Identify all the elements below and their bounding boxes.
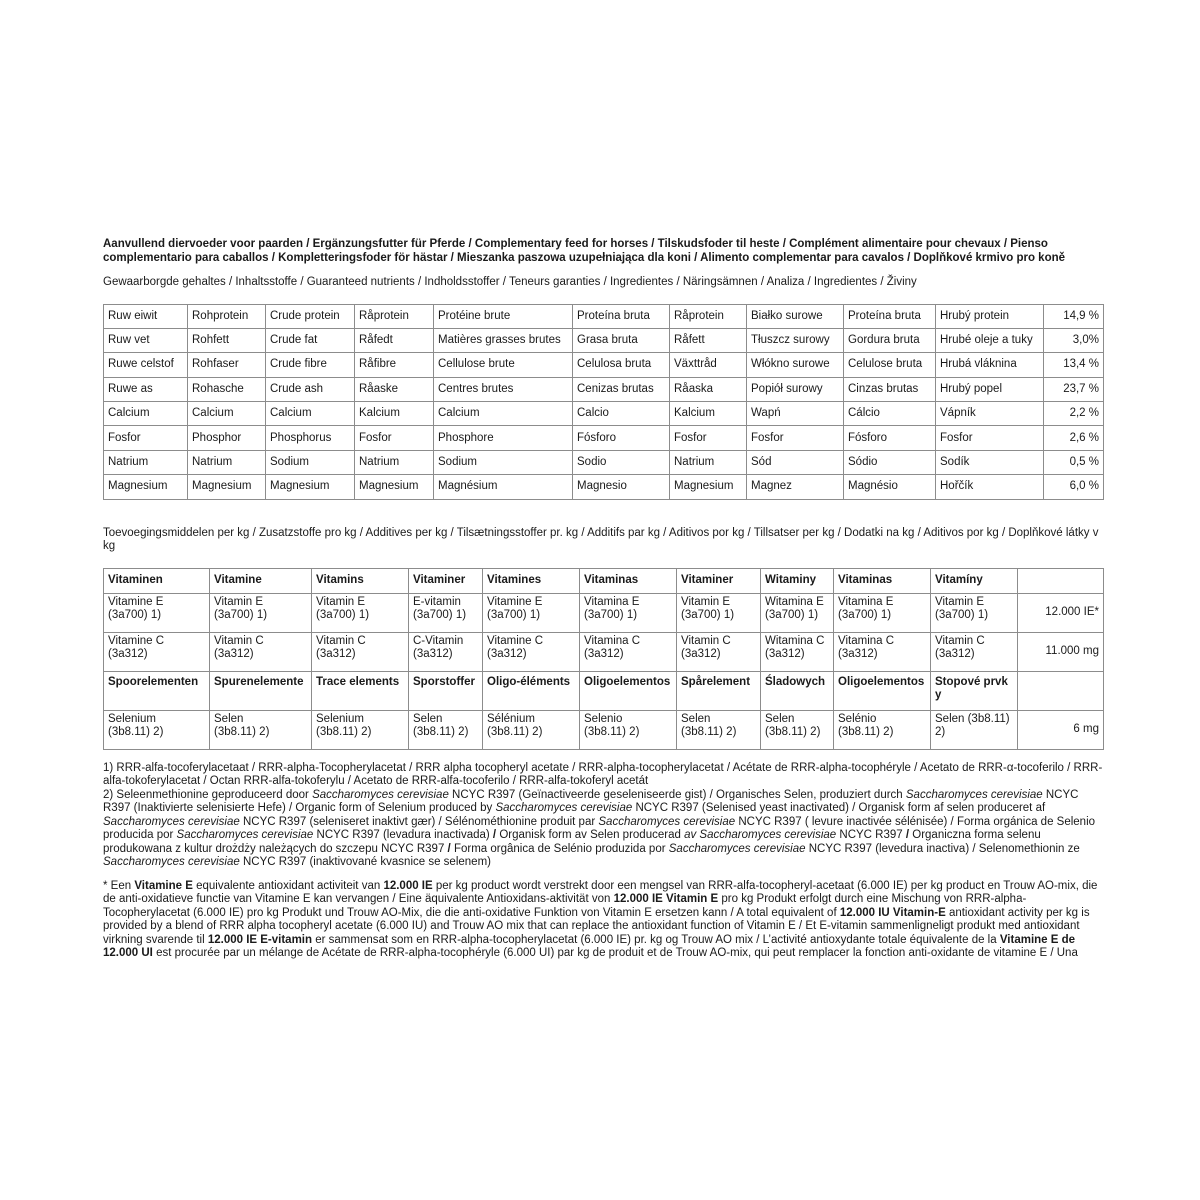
text-run: NCYC R397 (inaktivované kvasnice se selenem) xyxy=(239,856,491,869)
nutrient-name-cell: Råaske xyxy=(355,377,434,401)
vitamins-name-cell xyxy=(580,632,677,671)
vitamins-header-cell: Vitamine xyxy=(210,568,312,593)
nutrient-name-cell: Kalcium xyxy=(355,402,434,426)
trace-elements-header-empty-cell xyxy=(1018,671,1104,710)
nutrient-name-cell: Ruwe as xyxy=(104,377,188,401)
nutrient-name-cell: Fosfor xyxy=(670,426,747,450)
nutrient-name-cell: Fósforo xyxy=(844,426,936,450)
nutrient-name-cell: Cenizas brutas xyxy=(573,377,670,401)
nutrient-name-cell: Phosphor xyxy=(188,426,266,450)
nutrient-name-cell: Calcium xyxy=(266,402,355,426)
vitamins-name: Vitamin E xyxy=(316,595,366,608)
vitamins-name: C-Vitamin xyxy=(413,634,464,647)
trace-elements-header-cell: Stopové prvky xyxy=(931,671,1018,710)
vitamins-name: Vitamina E xyxy=(838,595,894,608)
trace-code: (3b8.11) 2) xyxy=(214,725,270,738)
vitamins-name: E-vitamin xyxy=(413,595,461,608)
nutrient-name-cell: Włókno surowe xyxy=(747,353,844,377)
vitamins-name-cell xyxy=(483,593,580,632)
text-run: er sammensat som en RRR-alpha-tocopherylacetat (6.000 IE) pr. kg og Trouw AO mix / L’activité antioxydante totale équivalente de la xyxy=(312,933,1000,946)
trace-name: Selen (3b8.11) xyxy=(935,712,1010,725)
vitamins-code: (3a312) xyxy=(838,647,878,660)
vitamins-code: (3a700) 1) xyxy=(681,608,735,621)
nutrient-row xyxy=(104,450,1104,474)
vitamins-name-cell xyxy=(210,632,312,671)
nutrient-name-cell: Matières grasses brutes xyxy=(434,328,573,352)
nutrient-name-cell: Rohfaser xyxy=(188,353,266,377)
trace-elements-header-cell: Oligoelementos xyxy=(580,671,677,710)
vitamins-header-cell: Vitaminer xyxy=(677,568,761,593)
nutrient-name-cell: Fosfor xyxy=(104,426,188,450)
nutrient-name-cell: Ruwe celstof xyxy=(104,353,188,377)
nutrient-name-cell: Proteína bruta xyxy=(844,304,936,328)
nutrient-name-cell: Fosfor xyxy=(747,426,844,450)
vitamins-code: (3a700) 1) xyxy=(935,608,989,621)
nutrient-name-cell: Celulose bruta xyxy=(844,353,936,377)
vitamins-name: Vitamine C xyxy=(108,634,165,647)
vitamins-header-cell: Vitamíny xyxy=(931,568,1018,593)
text-run: 12.000 IU Vitamin-E xyxy=(839,906,946,919)
trace-elements-header-cell: Oligoelementos xyxy=(834,671,931,710)
nutrient-name-cell: Kalcium xyxy=(670,402,747,426)
vitamins-code: (3a700) 1) xyxy=(838,608,892,621)
text-run: NCYC R397 ( levure inactivée sélénisée) / Forma orgánica de Selenio producida por xyxy=(103,815,1096,842)
trace-code: (3b8.11) 2) xyxy=(838,725,894,738)
nutrient-name-cell: Cálcio xyxy=(844,402,936,426)
trace-name: Selenium xyxy=(316,712,364,725)
text-run: Organisk form av Selen producerad xyxy=(496,829,685,842)
vitamins-name-cell xyxy=(677,593,761,632)
text-run: antioxidant activity per kg is provided by a blend of RRR alpha tocopheryl acetate (6.000 IU) and Trouw AO mix that can replace the antioxidant function of Vitamin E / Et E-vitamin sammenligneligt produkt med antioxidant virkning svarende til xyxy=(103,906,1090,946)
nutrient-name-cell: Råfibre xyxy=(355,353,434,377)
trace-elements-header xyxy=(104,671,1104,710)
vitamins-row xyxy=(104,632,1104,671)
vitamins-code: (3a312) xyxy=(935,647,975,660)
nutrient-name-cell: Natrium xyxy=(104,450,188,474)
nutrient-name-cell: Hrubé oleje a tuky xyxy=(936,328,1044,352)
nutrient-name-cell: Cinzas brutas xyxy=(844,377,936,401)
nutrient-name-cell: Hořčík xyxy=(936,475,1044,499)
vitamins-name: Vitamine E xyxy=(108,595,164,608)
text-run: Saccharomyces cerevisiae xyxy=(668,842,806,855)
vitamins-name: Vitamina C xyxy=(584,634,641,647)
nutrient-name-cell: Fósforo xyxy=(573,426,670,450)
nutrient-name-cell: Proteína bruta xyxy=(573,304,670,328)
vitamins-code: (3a312) xyxy=(487,647,527,660)
nutrient-name-cell: Cellulose brute xyxy=(434,353,573,377)
vitamins-name-cell xyxy=(409,632,483,671)
text-run: Saccharomyces cerevisiae xyxy=(495,802,633,815)
trace-name-cell xyxy=(312,710,409,749)
nutrient-name-cell: Magnesio xyxy=(573,475,670,499)
nutrient-row xyxy=(104,402,1104,426)
trace-name-cell xyxy=(931,710,1018,749)
text-run: est procurée par un mélange de Acétate de RRR-alpha-tocophéryle (6.000 UI) par kg de produit et de Trouw AO-mix, qui peut remplacer la fonction anti-oxidante de vitamine E / Una xyxy=(152,947,1078,960)
text-run: Vitamine E xyxy=(134,879,193,892)
vitamins-code: (3a312) xyxy=(316,647,356,660)
trace-name: Selen xyxy=(413,712,443,725)
nutrient-name-cell: Sodium xyxy=(266,450,355,474)
nutrient-name-cell: Białko surowe xyxy=(747,304,844,328)
text-run: NCYC R397 (Selenised yeast inactivated) / Organisk form af selen produceret af xyxy=(632,802,1046,815)
nutrient-name-cell: Natrium xyxy=(355,450,434,474)
vitamins-name: Vitamin C xyxy=(935,634,985,647)
nutrient-name-cell: Råaska xyxy=(670,377,747,401)
nutrient-name-cell: Protéine brute xyxy=(434,304,573,328)
vitamins-name: Vitamina C xyxy=(838,634,895,647)
trace-name-cell xyxy=(210,710,312,749)
additives-heading: Toevoegingsmiddelen per kg / Zusatzstoffe pro kg / Additives per kg / Tilsætningsstoffer pr. kg / Additifs par kg / Aditivos por kg / Tillsatser per kg / Dodatki na kg / Aditivos por kg / Doplňkové látky v kg xyxy=(103,526,1099,553)
nutrient-name-cell: Grasa bruta xyxy=(573,328,670,352)
document-title: Aanvullend diervoeder voor paarden / Ergänzungsfutter für Pferde / Complementary feed for horses / Tilskudsfoder til heste / Complément alimentaire pour chevaux / Pienso complementario para caballos / Kompletteringsfoder för hästar / Mieszanka paszowa uzupełniająca dla koni / Alimento complementar para cavalos / Doplňkové krmivo pro koně xyxy=(103,238,1066,264)
text-run: Saccharomyces cerevisiae xyxy=(905,788,1043,801)
vitamins-name-cell xyxy=(931,593,1018,632)
nutrient-name-cell: Calcio xyxy=(573,402,670,426)
nutrient-name-cell: Hrubý popel xyxy=(936,377,1044,401)
vitamins-header-empty-cell xyxy=(1018,568,1104,593)
trace-name: Selénio xyxy=(838,712,877,725)
text-run: NCYC R397 xyxy=(836,829,906,842)
vitamins-name: Witamina E xyxy=(765,595,824,608)
vitamin-e-equivalence-note xyxy=(103,880,1103,961)
vitamins-name: Vitamine C xyxy=(487,634,544,647)
nutrient-name-cell: Växttråd xyxy=(670,353,747,377)
nutrient-name-cell: Crude ash xyxy=(266,377,355,401)
vitamins-code: (3a312) xyxy=(584,647,624,660)
vitamins-header-cell: Vitaminen xyxy=(104,568,210,593)
label-document xyxy=(103,238,1103,961)
vitamins-name: Vitamin E xyxy=(935,595,985,608)
vitamins-code: (3a312) xyxy=(413,647,453,660)
text-run: Saccharomyces cerevisiae xyxy=(598,815,736,828)
vitamins-name-cell xyxy=(210,593,312,632)
text-run: Saccharomyces cerevisiae xyxy=(176,829,314,842)
nutrients-table xyxy=(103,304,1104,500)
nutrient-name-cell: Sodium xyxy=(434,450,573,474)
vitamins-name: Vitamin E xyxy=(681,595,731,608)
nutrient-name-cell: Crude fibre xyxy=(266,353,355,377)
vitamins-header-cell: Vitamins xyxy=(312,568,409,593)
text-run: Forma orgânica de Selénio produzida por xyxy=(450,842,669,855)
vitamins-name-cell xyxy=(931,632,1018,671)
vitamins-name: Vitamina E xyxy=(584,595,640,608)
nutrient-name-cell: Gordura bruta xyxy=(844,328,936,352)
trace-elements-header-cell: Oligo-éléments xyxy=(483,671,580,710)
nutrient-name-cell: Sód xyxy=(747,450,844,474)
trace-code: 2) xyxy=(935,725,946,738)
trace-row xyxy=(104,710,1104,749)
trace-name-cell xyxy=(761,710,834,749)
trace-name: Sélénium xyxy=(487,712,535,725)
nutrient-name-cell: Sódio xyxy=(844,450,936,474)
trace-code: (3b8.11) 2) xyxy=(584,725,640,738)
vitamins-code: (3a700) 1) xyxy=(214,608,268,621)
text-run: / xyxy=(447,842,451,855)
vitamins-name-cell xyxy=(312,593,409,632)
nutrient-name-cell: Hrubý protein xyxy=(936,304,1044,328)
trace-name-cell xyxy=(104,710,210,749)
trace-elements-header-cell: Spårelement xyxy=(677,671,761,710)
vitamins-code: (3a700) 1) xyxy=(413,608,467,621)
footnote-1: 1) RRR-alfa-tocoferylacetaat / RRR-alpha-Tocopherylacetat / RRR alpha tocopheryl acetate / RRR-alpha-tocopherylacetat / Acétate de RRR-alpha-tocophéryle / Acetato de RRR-α-tocoferilo / RRR-alfa-tokoferylacetat / Octan RRR-alfa-tokoferylu / Acetato de RRR-alfa-tocoferilo / RRR-alfa-tokoferyl acetát xyxy=(103,761,1103,788)
vitamins-header-cell: Vitaminas xyxy=(580,568,677,593)
nutrient-name-cell: Calcium xyxy=(188,402,266,426)
vitamins-name-cell xyxy=(834,593,931,632)
nutrient-name-cell: Magnesium xyxy=(355,475,434,499)
nutrient-name-cell: Popiół surowy xyxy=(747,377,844,401)
text-run: pro kg Produkt erfolgt durch eine Mischung von RRR-alpha-Tocopherylacetat (6.000 IE) pro kg Produkt und Trouw AO-Mix, die die anti-oxidative Funktion von Vitamin E ersetzen kann / A total equivalent of xyxy=(103,893,1027,919)
nutrient-value-cell: 13,4 % xyxy=(1044,353,1104,377)
nutrient-value-cell: 2,2 % xyxy=(1044,402,1104,426)
nutrient-name-cell: Phosphorus xyxy=(266,426,355,450)
nutrient-name-cell: Ruw vet xyxy=(104,328,188,352)
nutrient-name-cell: Calcium xyxy=(104,402,188,426)
text-run: 12.000 IE E-vitamin xyxy=(207,933,313,946)
vitamins-name-cell xyxy=(312,632,409,671)
trace-code: (3b8.11) 2) xyxy=(108,725,164,738)
nutrient-name-cell: Råfedt xyxy=(355,328,434,352)
nutrient-name-cell: Magnesium xyxy=(670,475,747,499)
guaranteed-nutrients-heading: Gewaarborgde gehaltes / Inhaltsstoffe / Guaranteed nutrients / Indholdsstoffer / Teneurs garanties / Ingredientes / Näringsämnen / Analiza / Ingredientes / Živiny xyxy=(103,276,917,288)
vitamins-code: (3a312) xyxy=(214,647,254,660)
trace-name: Selen xyxy=(681,712,711,725)
vitamins-name-cell xyxy=(834,632,931,671)
nutrient-name-cell: Magnez xyxy=(747,475,844,499)
nutrient-row xyxy=(104,475,1104,499)
text-run: NCYC R397 (Inaktivierte selenisierte Hefe) / Organic form of Selenium produced by xyxy=(103,788,1079,815)
nutrient-name-cell: Crude fat xyxy=(266,328,355,352)
nutrient-name-cell: Magnesium xyxy=(188,475,266,499)
trace-code: (3b8.11) 2) xyxy=(413,725,469,738)
vitamins-code: (3a700) 1) xyxy=(765,608,819,621)
nutrient-name-cell: Sodio xyxy=(573,450,670,474)
vitamins-name: Vitamin C xyxy=(316,634,366,647)
vitamins-code: (3a312) xyxy=(681,647,721,660)
nutrient-name-cell: Vápník xyxy=(936,402,1044,426)
trace-value-cell: 6 mg xyxy=(1018,710,1104,749)
vitamins-name-cell xyxy=(761,593,834,632)
vitamins-value-cell: 12.000 IE* xyxy=(1018,593,1104,632)
trace-name-cell xyxy=(834,710,931,749)
vitamins-name-cell xyxy=(761,632,834,671)
vitamins-header-cell: Witaminy xyxy=(761,568,834,593)
vitamins-code: (3a700) 1) xyxy=(316,608,370,621)
additives-table xyxy=(103,568,1104,750)
nutrient-name-cell: Magnesium xyxy=(266,475,355,499)
vitamins-name-cell xyxy=(409,593,483,632)
trace-name: Selen xyxy=(765,712,795,725)
nutrient-name-cell: Rohasche xyxy=(188,377,266,401)
trace-name: Selen xyxy=(214,712,244,725)
text-run: NCYC R397 (levedura inactiva) / Selenomethionin ze xyxy=(805,842,1080,855)
nutrient-name-cell: Natrium xyxy=(670,450,747,474)
nutrient-name-cell: Phosphore xyxy=(434,426,573,450)
nutrient-name-cell: Tłuszcz surowy xyxy=(747,328,844,352)
trace-elements-header-cell: Śladowych xyxy=(761,671,834,710)
nutrient-name-cell: Magnesium xyxy=(104,475,188,499)
nutrient-value-cell: 0,5 % xyxy=(1044,450,1104,474)
trace-name-cell xyxy=(580,710,677,749)
footnote-2 xyxy=(103,789,1103,870)
nutrient-value-cell: 2,6 % xyxy=(1044,426,1104,450)
vitamins-name: Vitamin C xyxy=(214,634,264,647)
nutrient-name-cell: Wapń xyxy=(747,402,844,426)
text-run: per kg product wordt verstrekt door een mengsel van RRR-alfa-tocopheryl-acetaat (6.000 IE) per kg product en Trouw AO-mix, die de anti-oxidatieve functie van Vitamine E kan vervangen / Eine äquivalente Antioxidans-aktivität von xyxy=(103,879,1098,906)
trace-elements-header-cell: Trace elements xyxy=(312,671,409,710)
nutrient-value-cell: 23,7 % xyxy=(1044,377,1104,401)
nutrient-name-cell: Natrium xyxy=(188,450,266,474)
trace-elements-header-cell: Sporstoffer xyxy=(409,671,483,710)
nutrient-name-cell: Råprotein xyxy=(670,304,747,328)
vitamins-name: Witamina C xyxy=(765,634,825,647)
vitamins-value-cell: 11.000 mg xyxy=(1018,632,1104,671)
nutrient-row xyxy=(104,328,1104,352)
text-run: equivalente antioxidant activiteit van xyxy=(192,879,384,892)
vitamins-code: (3a700) 1) xyxy=(584,608,638,621)
trace-elements-header-cell: Spoorelementen xyxy=(104,671,210,710)
nutrient-value-cell: 3,0% xyxy=(1044,328,1104,352)
trace-name: Selenium xyxy=(108,712,156,725)
nutrient-name-cell: Fosfor xyxy=(936,426,1044,450)
text-run: Saccharomyces cerevisiae xyxy=(103,815,240,828)
nutrient-name-cell: Magnésium xyxy=(434,475,573,499)
text-run: Organiczna forma selenu produkowana z kultur drożdży należących do szczepu NCYC R397 xyxy=(103,829,1041,855)
trace-code: (3b8.11) 2) xyxy=(316,725,372,738)
vitamins-name-cell xyxy=(483,632,580,671)
nutrient-name-cell: Crude protein xyxy=(266,304,355,328)
vitamins-code: (3a312) xyxy=(765,647,805,660)
nutrient-row xyxy=(104,426,1104,450)
trace-code: (3b8.11) 2) xyxy=(681,725,737,738)
nutrient-value-cell: 14,9 % xyxy=(1044,304,1104,328)
trace-name-cell xyxy=(409,710,483,749)
nutrient-name-cell: Råprotein xyxy=(355,304,434,328)
text-run: NCYC R397 (Geïnactiveerde geseleniseerde gist) / Organisches Selen, produziert durch xyxy=(448,788,906,801)
nutrient-name-cell: Ruw eiwit xyxy=(104,304,188,328)
nutrient-name-cell: Magnésio xyxy=(844,475,936,499)
text-run: NCYC R397 (seleniseret inaktivt gær) / Sélénométhionine produit par xyxy=(239,815,599,828)
vitamins-name: Vitamin E xyxy=(214,595,264,608)
vitamins-header xyxy=(104,568,1104,593)
text-run: / xyxy=(905,829,910,842)
nutrient-row xyxy=(104,353,1104,377)
text-run: * Een xyxy=(103,879,135,892)
vitamins-name-cell xyxy=(104,593,210,632)
vitamins-code: (3a700) 1) xyxy=(487,608,541,621)
nutrient-name-cell: Centres brutes xyxy=(434,377,573,401)
text-run: av Saccharomyces cerevisiae xyxy=(684,829,837,842)
nutrient-name-cell: Rohprotein xyxy=(188,304,266,328)
vitamins-name-cell xyxy=(104,632,210,671)
nutrient-row xyxy=(104,304,1104,328)
nutrient-name-cell: Råfett xyxy=(670,328,747,352)
vitamins-header-cell: Vitaminer xyxy=(409,568,483,593)
trace-elements-header-cell: Spurenelemente xyxy=(210,671,312,710)
text-run: / xyxy=(492,829,497,842)
nutrient-name-cell: Celulosa bruta xyxy=(573,353,670,377)
vitamins-row xyxy=(104,593,1104,632)
text-run: 12.000 IE Vitamin E xyxy=(613,893,719,906)
trace-name-cell xyxy=(677,710,761,749)
vitamins-header-cell: Vitamines xyxy=(483,568,580,593)
nutrient-name-cell: Fosfor xyxy=(355,426,434,450)
nutrient-name-cell: Rohfett xyxy=(188,328,266,352)
vitamins-name-cell xyxy=(580,593,677,632)
nutrient-name-cell: Sodík xyxy=(936,450,1044,474)
vitamins-name: Vitamine E xyxy=(487,595,543,608)
nutrient-value-cell: 6,0 % xyxy=(1044,475,1104,499)
nutrient-row xyxy=(104,377,1104,401)
text-run: Saccharomyces cerevisiae xyxy=(103,856,240,869)
text-run: 12.000 IE xyxy=(383,879,433,892)
trace-name: Selenio xyxy=(584,712,623,725)
text-run: NCYC R397 (levadura inactivada) xyxy=(313,829,493,842)
trace-name-cell xyxy=(483,710,580,749)
vitamins-code: (3a312) xyxy=(108,647,148,660)
vitamins-code: (3a700) 1) xyxy=(108,608,162,621)
nutrient-name-cell: Hrubá vláknina xyxy=(936,353,1044,377)
nutrient-name-cell: Calcium xyxy=(434,402,573,426)
trace-code: (3b8.11) 2) xyxy=(765,725,821,738)
text-run: 2) Seleenmethionine geproduceerd door xyxy=(103,788,313,801)
text-run: Vitamine E de 12.000 UI xyxy=(103,933,1076,960)
vitamins-name-cell xyxy=(677,632,761,671)
trace-code: (3b8.11) 2) xyxy=(487,725,543,738)
vitamins-header-cell: Vitaminas xyxy=(834,568,931,593)
text-run: Saccharomyces cerevisiae xyxy=(312,788,449,801)
vitamins-name: Vitamin C xyxy=(681,634,731,647)
